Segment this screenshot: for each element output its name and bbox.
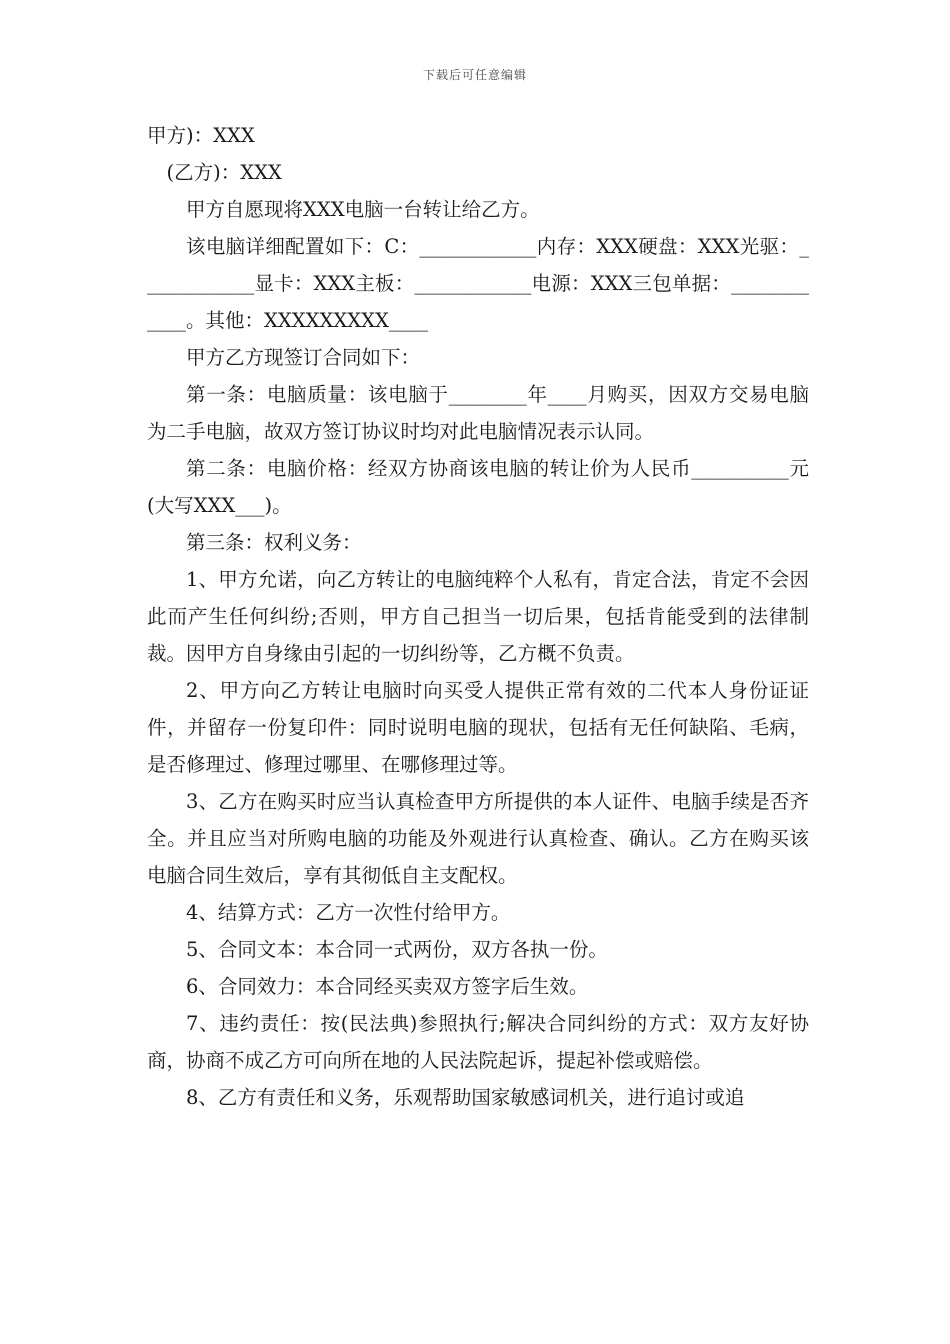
party-a-line: 甲方)：XXX: [147, 124, 255, 147]
contract-intro: 甲方乙方现签订合同如下：: [186, 346, 421, 369]
article-one-quality: 第一条：电脑质量：该电脑于________年____月购买，因双方交易电脑为二手电脑，故双方签订协议时均对此电脑情况表示认同。: [147, 383, 809, 443]
clause-6: 6、合同效力：本合同经买卖双方签字后生效。: [186, 975, 589, 998]
page-header: 下载后可任意编辑: [422, 68, 527, 82]
transfer-statement: 甲方自愿现将XXX电脑一台转让给乙方。: [186, 198, 540, 221]
clause-7: 7、违约责任：按(民法典)参照执行;解决合同纠纷的方式：双方友好协商，协商不成乙方可向所在地的人民法院起诉，提起补偿或赔偿。: [147, 1012, 809, 1072]
document-body: [147, 117, 809, 1116]
clause-8: 8、乙方有责任和义务，乐观帮助国家敏感词机关，进行追讨或追: [186, 1086, 745, 1109]
clause-1: 1、甲方允诺，向乙方转让的电脑纯粹个人私有，肯定合法，肯定不会因此而产生任何纠纷;否则，甲方自己担当一切后果，包括肯能受到的法律制裁。因甲方自身缘由引起的一切纠纷等，乙方概不负责。: [147, 568, 809, 665]
party-b-line: (乙方)：XXX: [166, 161, 282, 184]
article-three-heading: 第三条：权利义务：: [186, 531, 362, 554]
clause-3: 3、乙方在购买时应当认真检查甲方所提供的本人证件、电脑手续是否齐全。并且应当对所购电脑的功能及外观进行认真检查、确认。乙方在购买该电脑合同生效后，享有其彻低自主支配权。: [147, 790, 809, 887]
clause-4: 4、结算方式：乙方一次性付给甲方。: [186, 901, 511, 924]
article-two-price: 第二条：电脑价格：经双方协商该电脑的转让价为人民币__________元(大写XXX___)。: [147, 457, 809, 517]
clause-5: 5、合同文本：本合同一式两份，双方各执一份。: [186, 938, 608, 961]
configuration-paragraph: 该电脑详细配置如下：C：____________内存：XXX硬盘：XXX光驱：____________显卡：XXX主板：____________电源：XXX三包单据：____________。其他：XXXXXXXXX____: [147, 235, 809, 332]
clause-2: 2、甲方向乙方转让电脑时向买受人提供正常有效的二代本人身份证证件，并留存一份复印件：同时说明电脑的现状，包括有无任何缺陷、毛病，是否修理过、修理过哪里、在哪修理过等。: [147, 679, 809, 776]
